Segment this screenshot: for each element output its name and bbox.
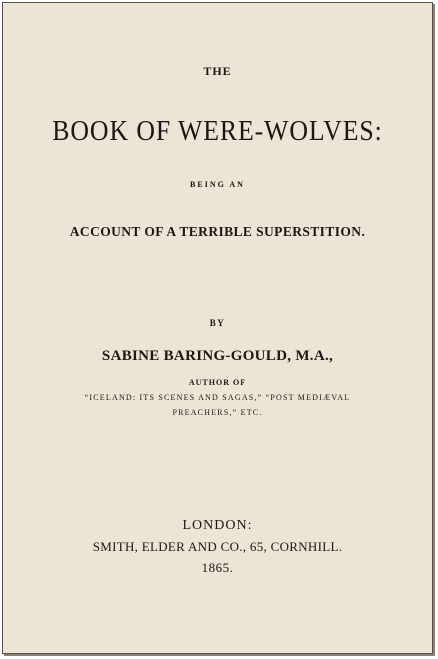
book-subtitle: ACCOUNT OF A TERRIBLE SUPERSTITION.	[69, 224, 366, 239]
title-page	[2, 2, 433, 654]
previous-works-line-2: PREACHERS,” ETC.	[172, 408, 263, 417]
book-title: BOOK OF WERE-WOLVES:	[52, 116, 383, 147]
author-name: SABINE BARING-GOULD, M.A.,	[101, 348, 334, 364]
previous-works-line-1: “ICELAND: ITS SCENES AND SAGAS,” “POST MEDIÆVAL	[84, 393, 351, 402]
imprint-publisher: SMITH, ELDER AND CO., 65, CORNHILL.	[92, 539, 343, 554]
imprint-city: LONDON:	[182, 518, 253, 533]
by-label: BY	[209, 318, 226, 328]
title-article: THE	[203, 64, 232, 78]
author-of-label: AUTHOR OF	[188, 378, 247, 387]
imprint-year: 1865.	[201, 560, 234, 575]
being-an-label: BEING AN	[190, 180, 245, 189]
